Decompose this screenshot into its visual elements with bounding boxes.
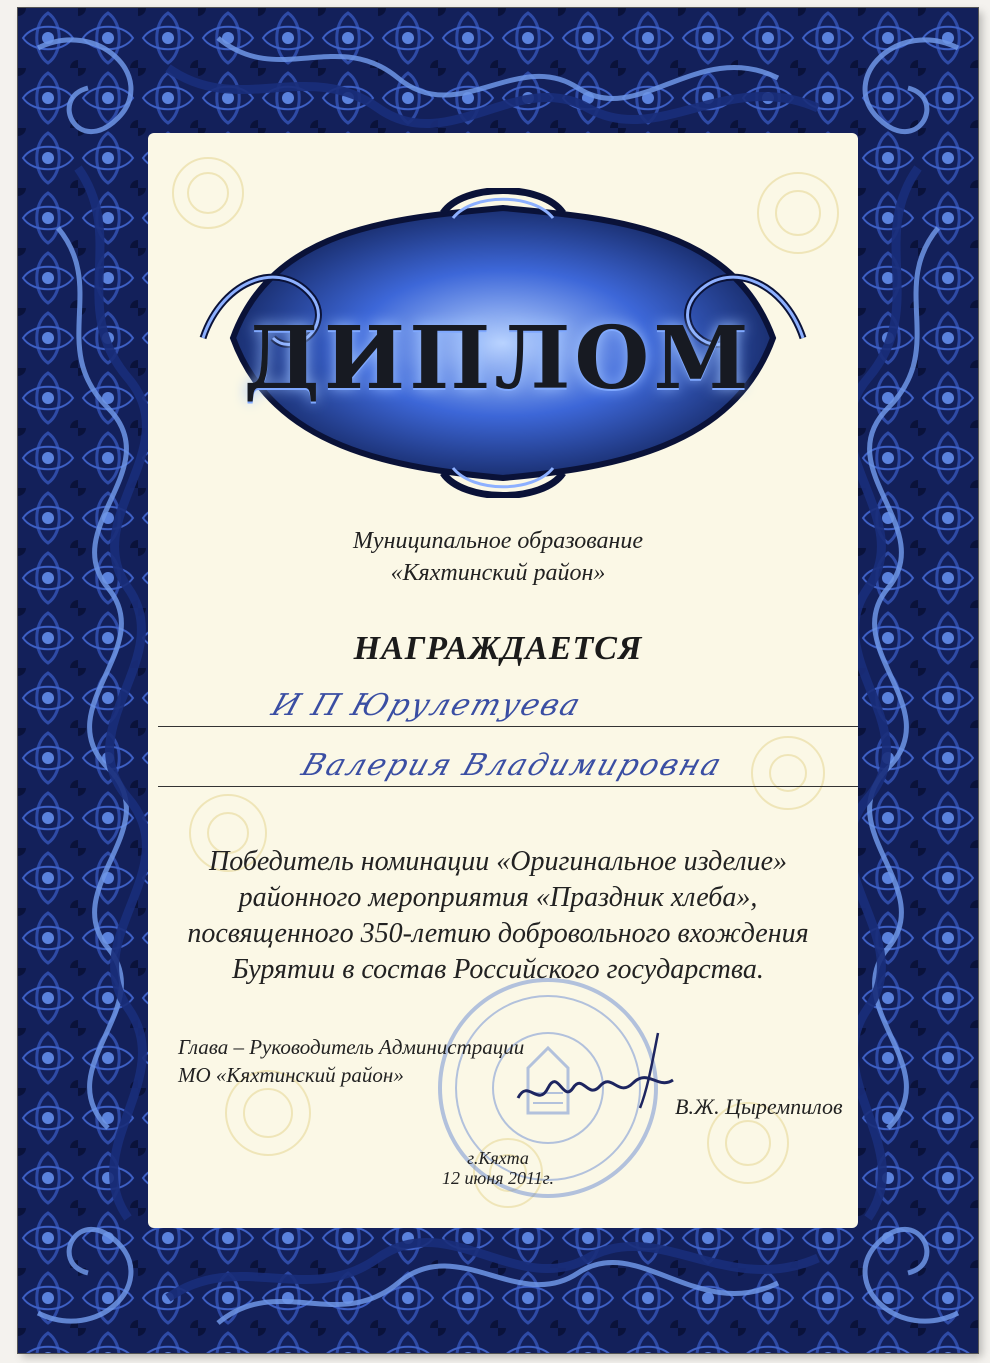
diploma-title: ДИПЛОМ	[243, 308, 753, 409]
signatory-title-line-2: МО «Кяхтинский район»	[178, 1063, 404, 1087]
description-line-2: районного мероприятия «Праздник хлеба»,	[238, 882, 758, 913]
handwritten-signature	[508, 1028, 678, 1118]
organization-line-1: Муниципальное образование	[352, 528, 644, 554]
recipient-underline-1	[158, 726, 858, 727]
signatory-name: В.Ж. Цыремпилов	[675, 1094, 843, 1119]
diploma-sheet	[18, 8, 978, 1353]
recipient-underline-2	[158, 786, 858, 787]
place: г.Кяхта	[467, 1148, 529, 1168]
description-line-3: посвященного 350-летию добровольного вхождения	[187, 918, 809, 949]
signatory-title	[178, 1033, 524, 1089]
signatory-title-line-1: Глава – Руководитель Администрации	[178, 1035, 525, 1059]
description-line-1: Победитель номинации «Оригинальное изделие»	[208, 846, 788, 877]
recipient-line-2: Валерия Владимировна	[297, 748, 728, 783]
description-line-4: Бурятии в состав Российского государства.	[232, 954, 764, 985]
awarded-heading: НАГРАЖДАЕТСЯ	[353, 630, 643, 667]
date: 12 июня 2011г.	[442, 1168, 554, 1188]
award-description	[18, 844, 978, 988]
recipient-line-1: И П Юрулетуева	[267, 688, 587, 723]
organization-line-2: «Кяхтинский район»	[390, 560, 606, 586]
